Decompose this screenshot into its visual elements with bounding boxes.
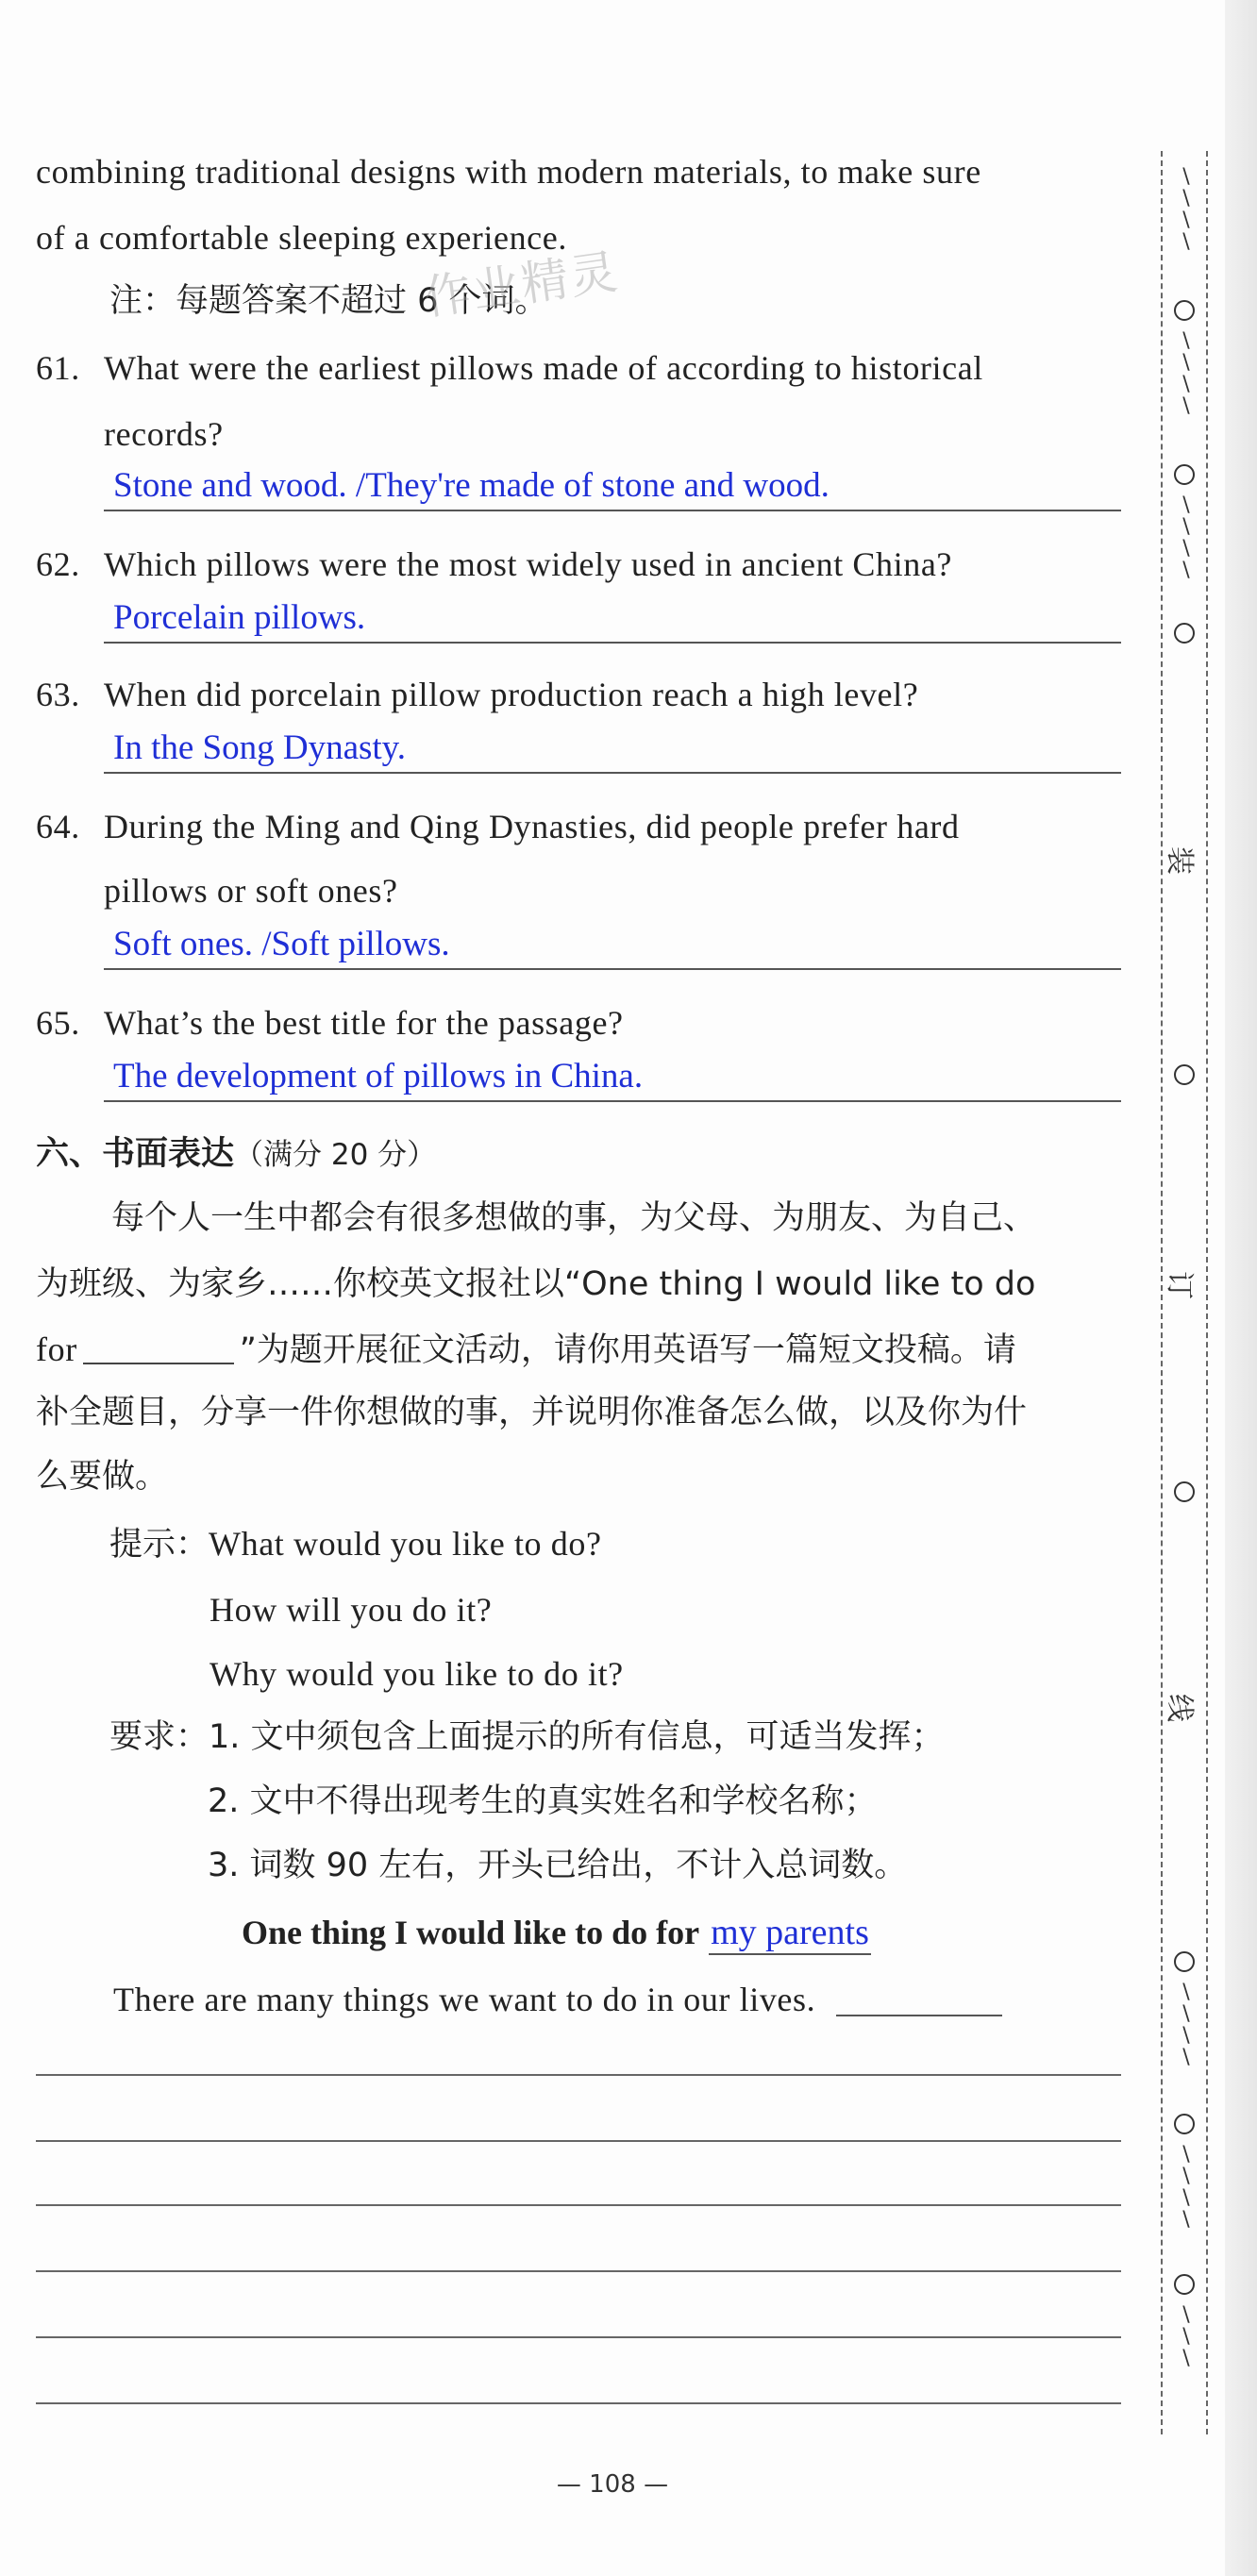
- answer-text: In the Song Dynasty.: [113, 728, 407, 767]
- writing-line: [36, 2336, 1121, 2338]
- binding-slashes: \ \ \ \: [1182, 165, 1188, 255]
- writing-line: [36, 2074, 1121, 2076]
- question-text: Which pillows were the most widely used in ancient China?: [104, 545, 952, 583]
- prompt-line-2: 为班级、为家乡……你校英文报社以“One thing I would like to do: [36, 1265, 1036, 1303]
- question-number: 61.: [36, 349, 80, 387]
- binding-circle: [1174, 464, 1195, 485]
- binding-circle: [1174, 2114, 1195, 2134]
- binding-circle: [1174, 1481, 1195, 1502]
- answer-62: [104, 596, 1121, 644]
- title-blank: [83, 1363, 234, 1364]
- hint-3: Why would you like to do it?: [210, 1655, 624, 1693]
- hint-2: How will you do it?: [210, 1591, 493, 1629]
- prompt-line-4: 补全题目，分享一件你想做的事，并说明你准备怎么做，以及你为什: [36, 1394, 1028, 1431]
- question-number: 64.: [36, 808, 80, 845]
- binding-char-xian: 线: [1163, 1694, 1196, 1722]
- prompt-line-5: 么要做。: [36, 1458, 169, 1496]
- section-heading: [36, 1135, 437, 1173]
- binding-slashes: \ \ \ \: [1182, 1981, 1188, 2070]
- binding-margin: [1161, 151, 1208, 2434]
- passage-line-2: of a comfortable sleeping experience.: [36, 219, 567, 257]
- prompt-line-1: 每个人一生中都会有很多想做的事，为父母、为朋友、为自己、: [111, 1199, 1037, 1237]
- question-number: 62.: [36, 545, 80, 583]
- section-title: 六、书面表达: [36, 1135, 235, 1173]
- binding-slashes: \ \ \ \: [1182, 2143, 1188, 2233]
- binding-char-zhuang: 装: [1163, 846, 1196, 875]
- writing-line: [36, 2140, 1121, 2142]
- passage-line-1: combining traditional designs with modern materials, to make sure: [36, 153, 981, 191]
- question-text: What’s the best title for the passage?: [104, 1004, 624, 1042]
- answer-text: Soft ones. /Soft pillows.: [113, 925, 450, 963]
- question-text: When did porcelain pillow production reach a high level?: [104, 676, 919, 713]
- binding-circle: [1174, 623, 1195, 644]
- question-62: [36, 547, 952, 581]
- page-edge-shade: [1225, 0, 1257, 2576]
- page-number: — 108 —: [556, 2470, 669, 2499]
- requirement-3: 3. 词数 90 左右，开头已给出，不计入总词数。: [208, 1847, 908, 1884]
- question-64: [36, 810, 960, 844]
- binding-circle: [1174, 1951, 1195, 1972]
- essay-title-text: One thing I would like to do for: [242, 1914, 700, 1951]
- essay-start-text: There are many things we want to do in our lives.: [113, 1981, 816, 2018]
- question-number: 63.: [36, 676, 80, 713]
- binding-slashes: \ \ \ \: [1182, 329, 1188, 419]
- answer-text: Porcelain pillows.: [113, 598, 366, 637]
- question-63: [36, 677, 918, 711]
- prompt-line-3: [36, 1332, 1016, 1367]
- section-score: （满分 20 分）: [234, 1138, 437, 1172]
- writing-line: [36, 2204, 1121, 2206]
- answer-63: [104, 727, 1121, 774]
- question-64-cont: pillows or soft ones?: [104, 872, 398, 910]
- prompt-for: for: [36, 1330, 77, 1368]
- hint-1: [109, 1527, 602, 1562]
- binding-char-ding: 订: [1163, 1271, 1196, 1299]
- prompt-line-3-text: ”为题开展征文活动，请你用英语写一篇短文投稿。请: [239, 1331, 1016, 1369]
- essay-title-answer: my parents: [709, 1912, 871, 1955]
- answer-61: [104, 464, 1121, 511]
- binding-circle: [1174, 300, 1195, 321]
- binding-circle: [1174, 2274, 1195, 2295]
- answer-text: The development of pillows in China.: [113, 1057, 644, 1096]
- hint-text: What would you like to do?: [209, 1525, 602, 1563]
- requirement-label: 要求：: [109, 1718, 210, 1756]
- binding-slashes: \ \ \: [1182, 2303, 1188, 2371]
- question-61-cont: records?: [104, 415, 224, 453]
- requirement-2: 2. 文中不得出现考生的真实姓名和学校名称；: [208, 1782, 878, 1820]
- essay-title: [242, 1912, 871, 1955]
- binding-circle: [1174, 1064, 1195, 1085]
- hint-label: 提示：: [109, 1526, 210, 1564]
- question-number: 65.: [36, 1004, 80, 1042]
- binding-slashes: \ \ \ \: [1182, 493, 1188, 583]
- essay-start-blank: [836, 2015, 1002, 2016]
- answer-64: [104, 923, 1121, 970]
- answer-text: Stone and wood. /They're made of stone and wood.: [113, 466, 830, 505]
- watermark: 作业精灵: [420, 243, 623, 326]
- requirement-text: 1. 文中须包含上面提示的所有信息，可适当发挥；: [209, 1718, 945, 1756]
- answer-65: [104, 1055, 1121, 1102]
- requirement-1: [109, 1718, 945, 1756]
- question-text: What were the earliest pillows made of according to historical: [104, 349, 983, 387]
- question-61: [36, 351, 983, 385]
- question-text: During the Ming and Qing Dynasties, did people prefer hard: [104, 808, 960, 845]
- writing-line: [36, 2402, 1121, 2404]
- question-65: [36, 1006, 624, 1040]
- writing-line: [36, 2270, 1121, 2272]
- essay-start: [113, 1980, 1002, 2019]
- binding-dash-right: [1206, 151, 1208, 2434]
- answer-note: 注：每题答案不超过 6 个词。: [109, 282, 548, 320]
